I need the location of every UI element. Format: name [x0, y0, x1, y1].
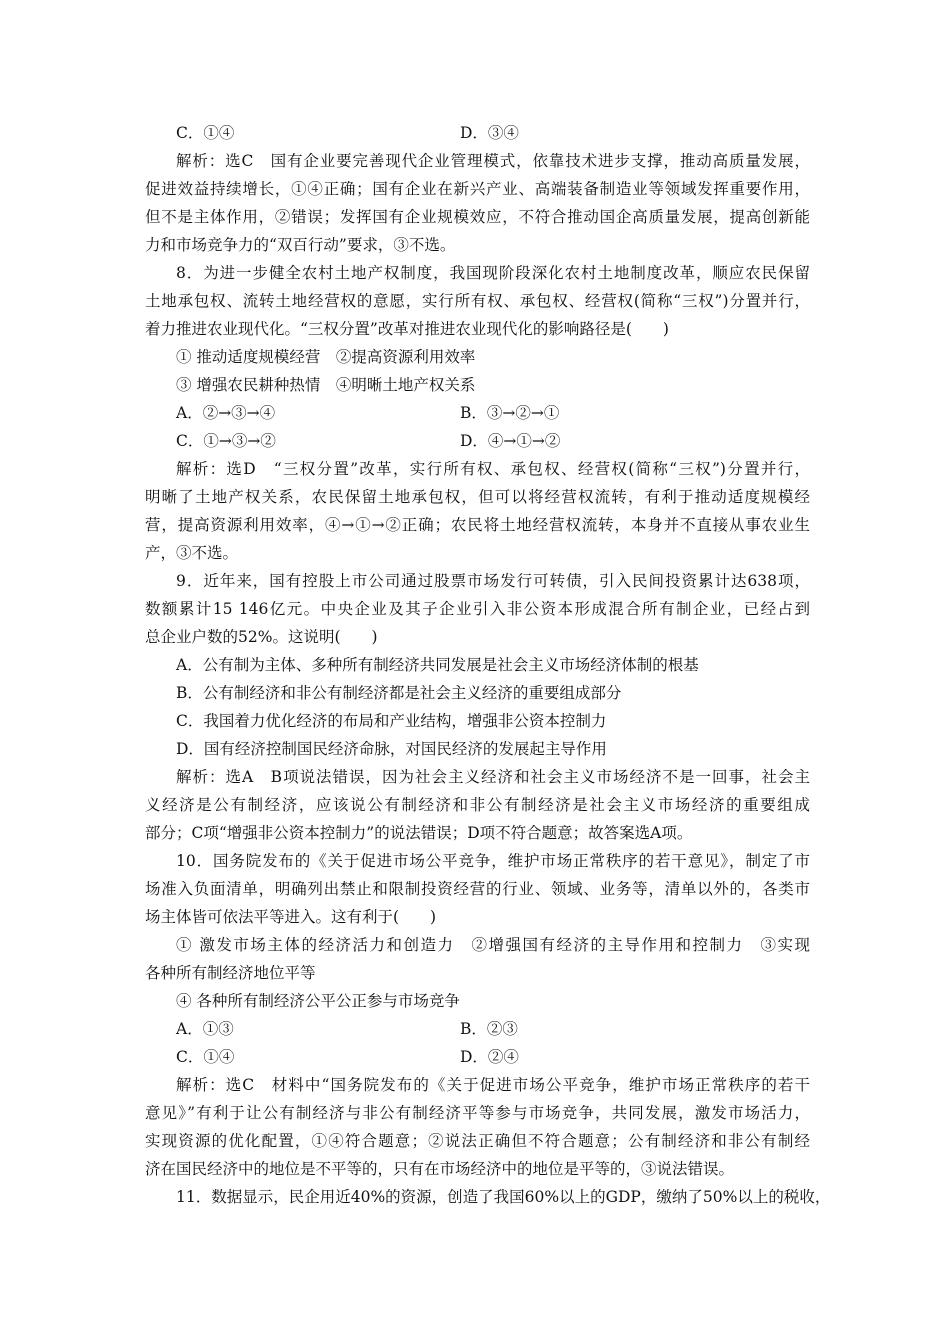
- question-8-stem: 土地承包权、流转土地经营权的意愿，实行所有权、承包权、经营权(简称“三权”)分置并行，: [145, 292, 810, 310]
- question-10-stem: 10．国务院发布的《关于促进市场公平竞争，维护市场正常秩序的若干意见》，制定了市: [176, 852, 810, 870]
- question-10-item: 各种所有制经济地位平等: [145, 964, 316, 982]
- analysis-q8-line: 营，提高资源利用效率，④→①→②正确；农民将土地经营权流转，本身并不直接从事农业生: [145, 516, 810, 534]
- option-q8-d: D．④→①→②: [460, 432, 561, 450]
- option-q10-b: B．②③: [460, 1020, 518, 1038]
- question-10-item: ④ 各种所有制经济公平公正参与市场竞争: [176, 992, 460, 1010]
- option-q9-d: D．国有经济控制国民经济命脉，对国民经济的发展起主导作用: [176, 740, 607, 758]
- analysis-q7-line: 但不是主体作用，②错误；发挥国有企业规模效应，不符合推动国企高质量发展，提高创新能: [145, 208, 810, 226]
- question-8-item: ① 推动适度规模经营 ②提高资源利用效率: [176, 348, 476, 366]
- option-q8-c: C．①→③→②: [176, 432, 276, 450]
- question-9-stem: 数额累计15 146亿元。中央企业及其子企业引入非公资本形成混合所有制企业，已经占到: [145, 600, 810, 618]
- option-q8-a: A．②→③→④: [176, 404, 276, 422]
- analysis-q7-line: 力和市场竞争力的“双百行动”要求，③不选。: [145, 236, 456, 254]
- question-10-stem: 场准入负面清单，明确列出禁止和限制投资经营的行业、领域、业务等，清单以外的，各类市: [145, 880, 810, 898]
- analysis-q9-line: 解析：选A B项说法错误，因为社会主义经济和社会主义市场经济不是一回事，社会主: [176, 768, 810, 786]
- option-q9-b: B．公有制经济和非公有制经济都是社会主义经济的重要组成部分: [176, 684, 622, 702]
- analysis-q8-line: 明晰了土地产权关系，农民保留土地承包权，但可以将经营权流转，有利于推动适度规模经: [145, 488, 810, 506]
- analysis-q10-line: 实现资源的优化配置，①④符合题意；②说法正确但不符合题意；公有制经济和非公有制经: [145, 1132, 810, 1150]
- option-q10-a: A．①③: [176, 1020, 234, 1038]
- question-9-stem: 总企业户数的52%。这说明( ): [145, 628, 378, 646]
- analysis-q8-line: 产，③不选。: [145, 544, 239, 562]
- analysis-q10-line: 济在国民经济中的地位是不平等的，只有在市场经济中的地位是平等的，③说法错误。: [145, 1160, 735, 1178]
- analysis-q9-line: 义经济是公有制经济，应该说公有制经济和非公有制经济是社会主义市场经济的重要组成: [145, 796, 810, 814]
- analysis-q7-line: 解析：选C 国有企业要完善现代企业管理模式，依靠技术进步支撑，推动高质量发展，: [176, 152, 810, 170]
- question-8-stem: 8．为进一步健全农村土地产权制度，我国现阶段深化农村土地制度改革，顺应农民保留: [176, 264, 810, 282]
- analysis-q10-line: 解析：选C 材料中“国务院发布的《关于促进市场公平竞争，维护市场正常秩序的若干: [176, 1076, 810, 1094]
- question-10-item: ① 激发市场主体的经济活力和创造力 ②增强国有经济的主导作用和控制力 ③实现: [176, 936, 810, 954]
- option-q7-c: C．①④: [176, 124, 235, 142]
- option-q10-c: C．①④: [176, 1048, 235, 1066]
- question-8-item: ③ 增强农民耕种热情 ④明晰土地产权关系: [176, 376, 476, 394]
- analysis-q9-line: 部分；C项“增强非公资本控制力”的说法错误；D项不符合题意；故答案选A项。: [145, 824, 693, 842]
- option-q8-b: B．③→②→①: [460, 404, 560, 422]
- option-q9-a: A．公有制为主体、多种所有制经济共同发展是社会主义市场经济体制的根基: [176, 656, 699, 674]
- option-q7-d: D．③④: [460, 124, 519, 142]
- analysis-q10-line: 意见》”有利于让公有制经济与非公有制经济平等参与市场竞争，共同发展，激发市场活力，: [145, 1104, 810, 1122]
- analysis-q7-line: 促进效益持续增长，①④正确；国有企业在新兴产业、高端装备制造业等领域发挥重要作用，: [145, 180, 810, 198]
- question-9-stem: 9．近年来，国有控股上市公司通过股票市场发行可转债，引入民间投资累计达638项，: [176, 572, 810, 590]
- analysis-q8-line: 解析：选D “三权分置”改革，实行所有权、承包权、经营权(简称“三权”)分置并行，: [176, 460, 810, 478]
- question-10-stem: 场主体皆可依法平等进入。这有利于( ): [145, 908, 437, 926]
- question-11-stem: 11．数据显示，民企用近40%的资源，创造了我国60%以上的GDP，缴纳了50%以上的税收，: [176, 1188, 831, 1206]
- question-8-stem: 着力推进农业现代化。“三权分置”改革对推进农业现代化的影响路径是( ): [145, 320, 669, 338]
- option-q10-d: D．②④: [460, 1048, 519, 1066]
- option-q9-c: C．我国着力优化经济的布局和产业结构，增强非公资本控制力: [176, 712, 607, 730]
